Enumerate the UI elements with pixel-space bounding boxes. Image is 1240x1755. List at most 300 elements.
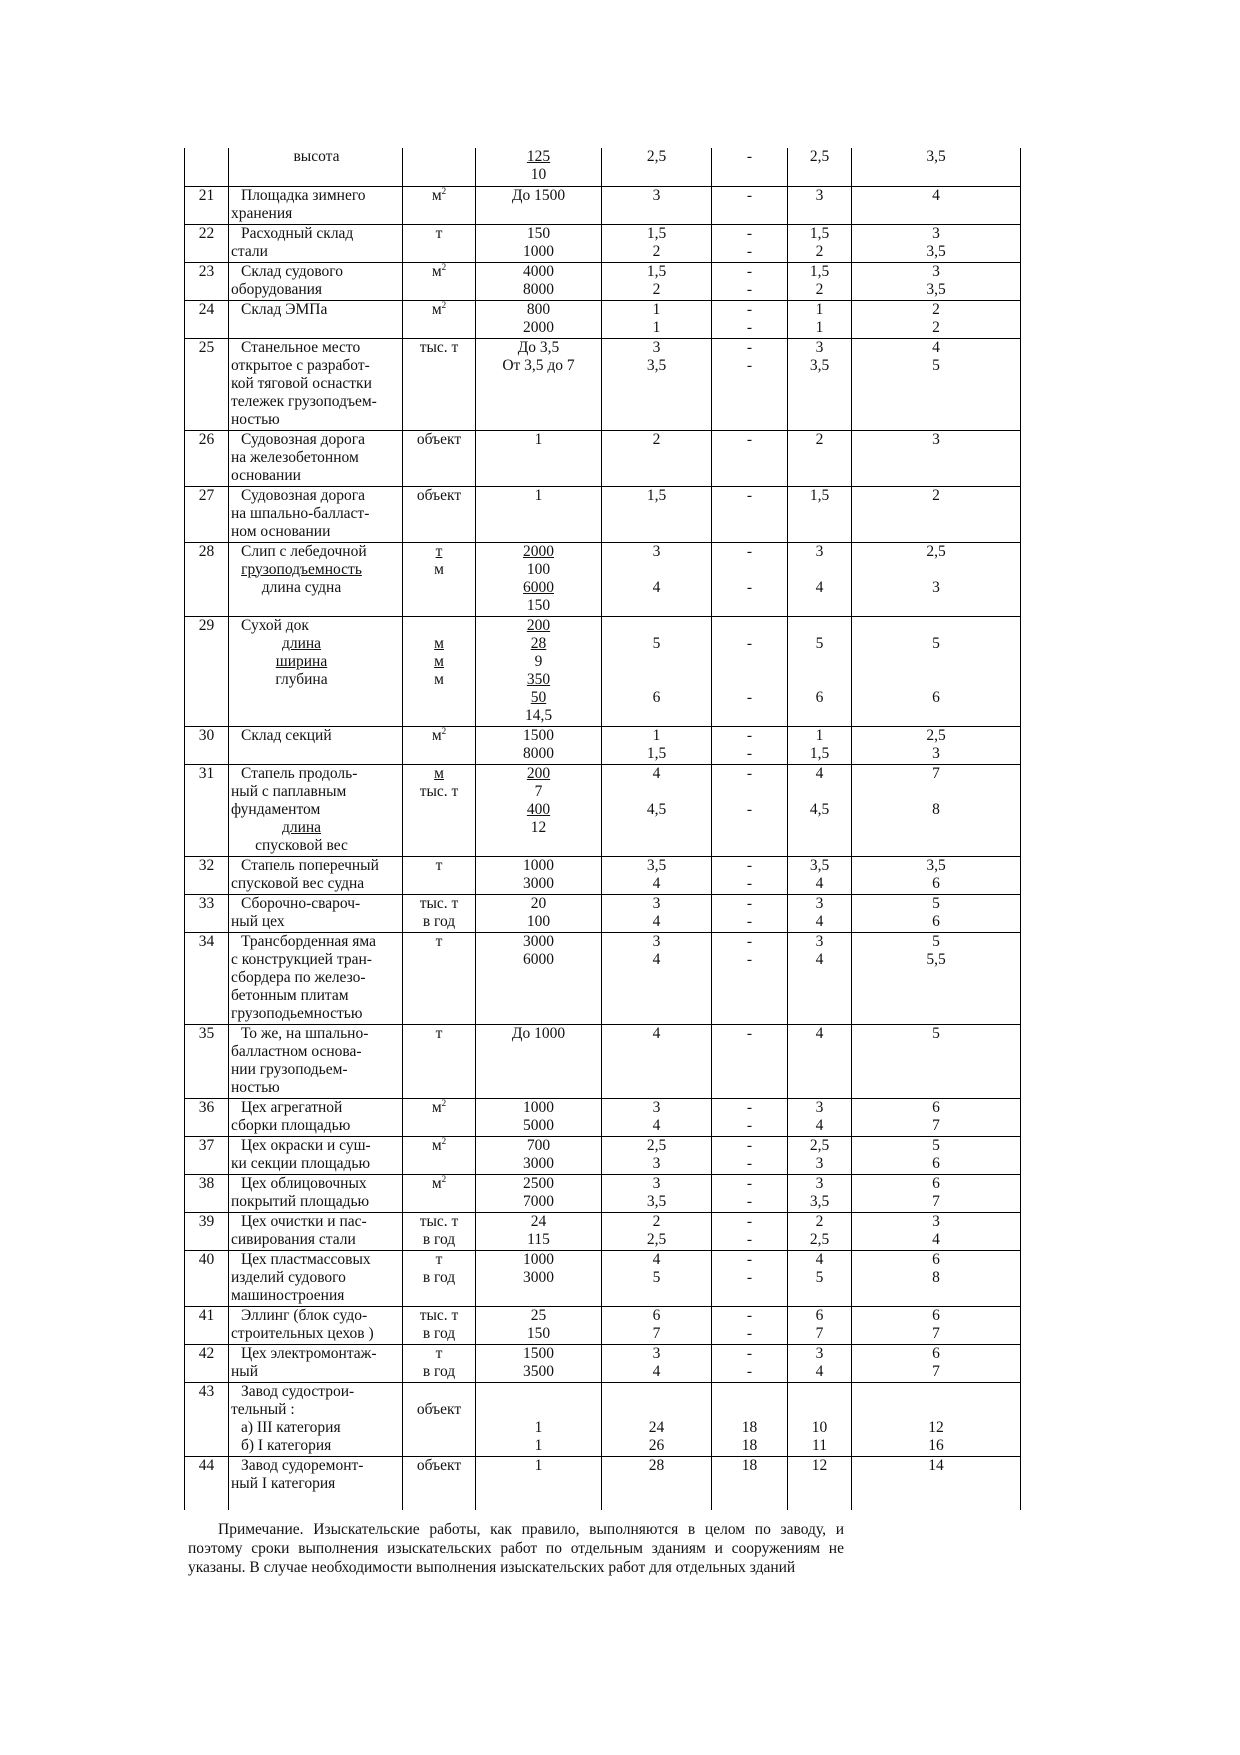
cell-text: с конструкцией тран- <box>231 950 372 968</box>
cell-text: м <box>434 764 444 782</box>
cell-line: 7 <box>932 1116 940 1134</box>
cell-line: 3,5 <box>646 856 667 874</box>
cell-line: - <box>746 1268 753 1286</box>
cell-line <box>231 243 402 261</box>
cell-text: 1 <box>534 1436 543 1454</box>
cell-text: Эллинг (блок судо- <box>241 1306 368 1324</box>
cell-line: 3 <box>652 338 661 356</box>
term-col-1-cell <box>602 542 712 616</box>
cell-line <box>788 561 851 579</box>
cell-text: Склад судового <box>241 262 344 280</box>
cell-line <box>231 561 402 579</box>
cell-line <box>788 783 851 801</box>
cell-line <box>403 543 475 561</box>
table-row <box>185 856 1021 894</box>
row-number-cell <box>185 300 229 338</box>
cell-text: Стапель поперечный <box>241 856 379 874</box>
cell-line: - <box>746 1344 753 1362</box>
cell-text: До 1500 <box>511 186 566 204</box>
cell-text: Цех облицовочных <box>241 1174 367 1192</box>
cell-text: тележек грузоподъем- <box>231 392 377 410</box>
cell-line <box>476 1251 601 1269</box>
cell-line <box>403 933 475 951</box>
cell-text: б) I категория <box>241 1436 332 1454</box>
term-col-1-cell <box>602 726 712 764</box>
cell-line: 3 <box>932 224 940 242</box>
cell-text: 3000 <box>523 1268 554 1286</box>
cell-text: 14,5 <box>524 706 553 724</box>
cell-line: 16 <box>928 1436 944 1454</box>
cell-line: - <box>746 224 753 242</box>
term-col-2-cell <box>712 1306 788 1344</box>
cell-text: т <box>435 1250 443 1268</box>
row-number-cell <box>185 932 229 1024</box>
cell-text: 25 <box>530 1306 547 1324</box>
term-col-4-cell <box>852 1098 1021 1136</box>
unit-cell <box>403 338 476 430</box>
cell-line: 4 <box>932 338 940 356</box>
name-cell <box>229 1212 403 1250</box>
cell-line: - <box>746 856 753 874</box>
cell-line <box>602 653 711 671</box>
cell-line <box>231 653 402 671</box>
value-cell <box>476 486 602 542</box>
name-cell <box>229 542 403 616</box>
cell-line <box>403 1325 475 1343</box>
value-cell <box>476 300 602 338</box>
term-col-4-cell <box>852 764 1021 856</box>
term-col-1-cell <box>602 1382 712 1456</box>
cell-text: Сборочно-свароч- <box>241 894 361 912</box>
cell-line <box>403 1383 475 1401</box>
cell-line <box>231 969 402 987</box>
cell-line: 3 <box>652 542 661 560</box>
cell-text: 1 <box>534 486 543 504</box>
cell-line <box>476 148 601 166</box>
table-row <box>185 300 1021 338</box>
cell-line: 1 <box>652 726 661 744</box>
cell-line: 5 <box>932 1024 940 1042</box>
unit-cell <box>403 856 476 894</box>
unit-cell <box>403 1250 476 1306</box>
cell-text: на шпально-балласт- <box>231 504 370 522</box>
cell-line <box>231 635 402 653</box>
value-cell <box>476 1212 602 1250</box>
cell-text: грузоподъемность <box>241 560 362 578</box>
name-cell <box>229 856 403 894</box>
cell-line <box>476 895 601 913</box>
row-number-cell <box>185 1098 229 1136</box>
cell-line <box>602 617 711 635</box>
cell-line: 7 <box>815 1324 824 1342</box>
row-number-cell <box>185 338 229 430</box>
cell-text: машиностроения <box>231 1286 345 1304</box>
cell-line: 1,5 <box>809 486 830 504</box>
cell-text: длина <box>281 634 322 652</box>
cell-line: - <box>746 280 753 298</box>
value-cell <box>476 894 602 932</box>
cell-text: сборки площадью <box>231 1116 351 1134</box>
unit-cell <box>403 542 476 616</box>
cell-line: 7 <box>932 1324 940 1342</box>
term-col-3-cell <box>788 542 852 616</box>
cell-line: - <box>746 1212 753 1230</box>
term-col-4-cell <box>852 486 1021 542</box>
cell-line: 2 <box>652 280 661 298</box>
cell-line <box>852 561 1020 579</box>
cell-line: - <box>746 318 753 336</box>
cell-line: 3,5 <box>809 1192 830 1210</box>
term-col-3-cell <box>788 262 852 300</box>
cell-line: 3 <box>815 186 824 204</box>
unit-cell <box>403 894 476 932</box>
cell-line: 3 <box>932 744 940 762</box>
cell-text: тыс. т <box>419 782 459 800</box>
term-col-4-cell <box>852 430 1021 486</box>
cell-line <box>231 1043 402 1061</box>
cell-line <box>476 1325 601 1343</box>
cell-line <box>712 561 787 579</box>
table-row <box>185 1174 1021 1212</box>
row-number: 35 <box>198 1024 215 1042</box>
row-number: 34 <box>198 932 215 950</box>
unit-cell <box>403 616 476 726</box>
cell-line <box>476 187 601 205</box>
cell-line: 8 <box>932 800 940 818</box>
cell-text: Судовозная дорога <box>241 486 365 504</box>
cell-line <box>231 339 402 357</box>
cell-line <box>476 263 601 281</box>
cell-line <box>476 281 601 299</box>
cell-text: покрытий площадью <box>231 1192 370 1210</box>
row-number: 30 <box>198 726 215 744</box>
cell-line <box>476 801 601 819</box>
cell-text: 3000 <box>523 932 554 950</box>
cell-line <box>476 1457 601 1475</box>
table-row <box>185 148 1021 186</box>
cell-text: ный <box>231 1362 259 1380</box>
row-number-cell <box>185 430 229 486</box>
term-col-2-cell <box>712 1098 788 1136</box>
row-number-cell <box>185 148 229 186</box>
cell-line: 3 <box>815 1174 824 1192</box>
cell-line: 2 <box>652 242 661 260</box>
cell-text: тыс. т <box>419 1212 459 1230</box>
cell-text: строительных цехов ) <box>231 1324 374 1342</box>
cell-text: Расходный склад <box>241 224 354 242</box>
table-row <box>185 1212 1021 1250</box>
cell-line: 3 <box>815 894 824 912</box>
cell-text: длина <box>281 818 322 836</box>
term-col-4-cell <box>852 224 1021 262</box>
cell-line <box>476 857 601 875</box>
cell-line <box>476 1437 601 1455</box>
cell-text: нии грузоподьем- <box>231 1060 348 1078</box>
cell-line <box>476 617 601 635</box>
superscript: 2 <box>441 725 447 736</box>
cell-line: 5 <box>932 894 940 912</box>
term-col-4-cell <box>852 1344 1021 1382</box>
cell-text: 6000 <box>523 578 554 596</box>
cell-line <box>476 1099 601 1117</box>
cell-line <box>476 1269 601 1287</box>
cell-line <box>231 819 402 837</box>
value-cell <box>476 1382 602 1456</box>
cell-text: м <box>431 1098 442 1116</box>
cell-line: 6 <box>652 688 661 706</box>
row-number-cell <box>185 1136 229 1174</box>
cell-line <box>476 1025 601 1043</box>
cell-line: 3 <box>652 1154 661 1172</box>
cell-line: 3,5 <box>646 356 667 374</box>
cell-line <box>476 875 601 893</box>
value-cell <box>476 1306 602 1344</box>
cell-text: т <box>435 542 443 560</box>
cell-line <box>403 1099 475 1117</box>
cell-text: 28 <box>530 634 547 652</box>
term-col-2-cell <box>712 1456 788 1510</box>
cell-line <box>476 1155 601 1173</box>
row-number-cell <box>185 1212 229 1250</box>
term-col-3-cell <box>788 894 852 932</box>
cell-line <box>231 1175 402 1193</box>
cell-line: 6 <box>932 874 940 892</box>
cell-line: 4 <box>652 578 661 596</box>
cell-line <box>476 225 601 243</box>
cell-line <box>231 225 402 243</box>
cell-line: - <box>746 634 753 652</box>
cell-line: - <box>746 1324 753 1342</box>
superscript: 2 <box>441 185 447 196</box>
cell-text: высота <box>293 148 340 165</box>
cell-text: 150 <box>526 1324 551 1342</box>
row-number: 21 <box>198 186 215 204</box>
unit-cell <box>403 764 476 856</box>
cell-text: объект <box>416 430 462 448</box>
cell-line <box>476 635 601 653</box>
cell-line: 5 <box>652 1268 661 1286</box>
cell-line: 5 <box>815 634 824 652</box>
cell-line <box>231 987 402 1005</box>
cell-text: спусковой вес судна <box>231 874 365 892</box>
cell-text: Станельное место <box>241 338 361 356</box>
term-col-1-cell <box>602 148 712 186</box>
cell-line <box>403 1345 475 1363</box>
cell-line: 5 <box>932 356 940 374</box>
name-cell <box>229 1306 403 1344</box>
cell-line <box>231 1363 402 1381</box>
term-col-1-cell <box>602 300 712 338</box>
row-number-cell <box>185 1174 229 1212</box>
value-cell <box>476 1098 602 1136</box>
row-number: 42 <box>198 1344 215 1362</box>
superscript: 2 <box>441 261 447 272</box>
term-col-3-cell <box>788 430 852 486</box>
row-number: 27 <box>198 486 215 504</box>
cell-line <box>231 617 402 635</box>
cell-line: - <box>746 726 753 744</box>
term-col-2-cell <box>712 338 788 430</box>
cell-line <box>852 1383 1020 1401</box>
term-col-1-cell <box>602 1306 712 1344</box>
cell-text: м <box>431 300 442 318</box>
cell-line <box>231 375 402 393</box>
name-cell <box>229 894 403 932</box>
cell-line <box>403 765 475 783</box>
row-number: 26 <box>198 430 215 448</box>
table-row <box>185 1306 1021 1344</box>
term-col-3-cell <box>788 486 852 542</box>
cell-line <box>231 148 402 166</box>
cell-line <box>403 263 475 281</box>
term-col-2-cell <box>712 1024 788 1098</box>
name-cell <box>229 1456 403 1510</box>
row-number: 25 <box>198 338 215 356</box>
term-col-1-cell <box>602 430 712 486</box>
table-row <box>185 224 1021 262</box>
value-cell <box>476 430 602 486</box>
superscript: 2 <box>441 1097 447 1108</box>
unit-cell <box>403 430 476 486</box>
name-cell <box>229 1098 403 1136</box>
row-number-cell <box>185 224 229 262</box>
cell-line <box>476 819 601 837</box>
cell-line: 6 <box>932 688 940 706</box>
cell-line <box>231 1025 402 1043</box>
cell-line: 24 <box>648 1418 665 1436</box>
term-col-4-cell <box>852 856 1021 894</box>
term-col-1-cell <box>602 616 712 726</box>
cell-line: 4 <box>652 1116 661 1134</box>
cell-line: 4 <box>815 1116 824 1134</box>
term-col-4-cell <box>852 1456 1021 1510</box>
row-number: 38 <box>198 1174 215 1192</box>
cell-text: т <box>435 224 443 242</box>
cell-line <box>476 1363 601 1381</box>
cell-text: м <box>431 262 442 280</box>
row-number-cell <box>185 764 229 856</box>
cell-line <box>231 263 402 281</box>
cell-line <box>788 1401 851 1419</box>
cell-line <box>231 1437 402 1455</box>
table-row <box>185 338 1021 430</box>
cell-line <box>231 1193 402 1211</box>
cell-line <box>476 487 601 505</box>
table-row <box>185 764 1021 856</box>
row-number: 37 <box>198 1136 215 1154</box>
cell-line <box>231 837 402 855</box>
cell-line <box>403 339 475 357</box>
term-col-3-cell <box>788 224 852 262</box>
value-cell <box>476 1174 602 1212</box>
cell-line <box>403 1401 475 1419</box>
cell-text: м <box>431 186 442 204</box>
term-col-3-cell <box>788 1212 852 1250</box>
cell-text: Стапель продоль- <box>241 764 358 782</box>
row-number-cell <box>185 1344 229 1382</box>
cell-line: 4 <box>815 578 824 596</box>
value-cell <box>476 338 602 430</box>
row-number: 33 <box>198 894 215 912</box>
cell-text: Завод судострои- <box>241 1382 355 1400</box>
cell-line <box>231 431 402 449</box>
cell-line: 3,5 <box>646 1192 667 1210</box>
cell-text: ностью <box>231 410 280 428</box>
unit-cell <box>403 224 476 262</box>
row-number: 44 <box>198 1456 215 1474</box>
cell-line: 18 <box>741 1436 758 1454</box>
cell-text: м <box>431 726 442 744</box>
cell-text: 1000 <box>523 242 554 260</box>
cell-line: 1,5 <box>809 744 830 762</box>
cell-line <box>231 449 402 467</box>
term-col-4-cell <box>852 1136 1021 1174</box>
cell-line: 1,5 <box>646 744 667 762</box>
cell-text: Завод судоремонт- <box>241 1456 364 1474</box>
cell-text: 200 <box>526 616 551 634</box>
cell-line: - <box>746 688 753 706</box>
cell-line <box>231 1475 402 1493</box>
cell-text: 1 <box>534 1456 543 1474</box>
cell-line: 7 <box>652 1324 661 1342</box>
cell-line: 3 <box>815 932 824 950</box>
cell-line: - <box>746 578 753 596</box>
cell-line: 2 <box>815 1212 824 1230</box>
name-cell <box>229 1344 403 1382</box>
cell-line <box>231 1213 402 1231</box>
cell-text: 100 <box>526 560 551 578</box>
cell-line <box>476 653 601 671</box>
cell-line <box>231 727 402 745</box>
cell-text: 2000 <box>523 318 554 336</box>
cell-text: Склад ЭМПа <box>241 300 328 318</box>
value-cell <box>476 148 602 186</box>
term-col-2-cell <box>712 300 788 338</box>
cell-text: ки секции площадью <box>231 1154 371 1172</box>
cell-text: фундаментом <box>231 800 321 818</box>
cell-line: 5 <box>932 932 940 950</box>
cell-line <box>476 913 601 931</box>
cell-text: 8000 <box>523 744 554 762</box>
cell-line: 2,5 <box>646 1230 667 1248</box>
cell-text: грузоподьемностью <box>231 1004 363 1022</box>
term-col-4-cell <box>852 148 1021 186</box>
cell-line: - <box>746 356 753 374</box>
row-number: 29 <box>198 616 215 634</box>
cell-text: Цех очистки и пас- <box>241 1212 367 1230</box>
term-col-1-cell <box>602 1136 712 1174</box>
cell-line <box>231 875 402 893</box>
cell-line <box>403 431 475 449</box>
cell-text: балластном основа- <box>231 1042 362 1060</box>
cell-text: 20 <box>530 894 547 912</box>
cell-line <box>476 671 601 689</box>
cell-text: 125 <box>526 148 551 165</box>
cell-text: 800 <box>526 300 551 318</box>
cell-line <box>602 783 711 801</box>
cell-line: 4 <box>652 1250 661 1268</box>
cell-text: т <box>435 932 443 950</box>
name-cell <box>229 148 403 186</box>
cell-line <box>231 801 402 819</box>
cell-line <box>231 1307 402 1325</box>
cell-line <box>231 1099 402 1117</box>
cell-line <box>476 1137 601 1155</box>
unit-cell <box>403 1344 476 1382</box>
cell-line: 2 <box>815 242 824 260</box>
term-col-3-cell <box>788 764 852 856</box>
unit-cell <box>403 148 476 186</box>
